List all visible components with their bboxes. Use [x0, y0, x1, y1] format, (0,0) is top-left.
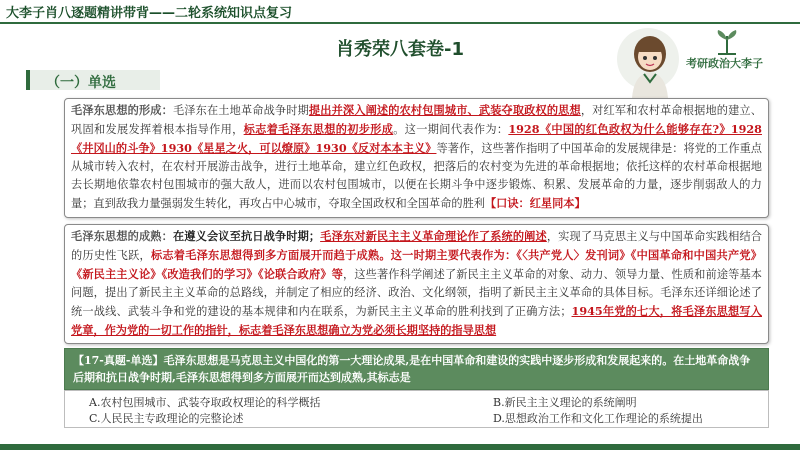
box2-period: 在遵义会议至抗日战争时期； — [172, 229, 321, 243]
option-a[interactable]: A.农村包围城市、武装夺取政权理论的科学概括 — [89, 396, 321, 409]
box1-text-1: 毛泽东在土地革命战争时期 — [172, 104, 309, 117]
header-title: 大李子肖八逐题精讲带背——二轮系统知识点复习 — [6, 6, 293, 21]
answer-options — [64, 390, 769, 428]
option-b[interactable]: B.新民主主义理论的系统阐明 — [493, 396, 637, 409]
box2-title: 毛泽东思想的成熟： — [71, 230, 173, 243]
box1-text-2: ，对红军和农村革命根据地的建立、巩固和发展发挥着根本指导作用， — [71, 104, 762, 136]
box2-highlight-1: 毛泽东对新民主主义革命理论作了系统的阐述 — [320, 229, 547, 243]
knowledge-box-maturity — [64, 224, 769, 344]
box1-text-3: 。这一期间代表作为： — [393, 123, 509, 136]
box1-highlight-2: 标志着毛泽东思想的初步形成 — [243, 122, 394, 136]
question-stem: 【17-真题-单选】毛泽东思想是马克思主义中国化的第一大理论成果,是在中国革命和建设的实践中逐步形成和发展起来的。在土地革命战争后期和抗日战争时期,毛泽东思想得到多方面展开而达到成熟,其标志是 — [64, 348, 769, 390]
box1-title: 毛泽东思想的形成： — [71, 104, 173, 117]
logo-text: 考研政治大李子 — [686, 57, 763, 70]
box2-text-2: ，这些著作科学阐述了新民主主义革命的对象、动力、领导力量、性质和前途等基本问题，提出了新民主主义革命的总路线，并制定了相应的经济、政治、文化纲领，指明了新民主主义革命的具体目标。毛泽东还详细论述了统一战线、武装斗争和党的建设的基本规律和内在联系，为新民主主义革命的胜利找到了正确方法； — [71, 268, 762, 318]
option-c[interactable]: C.人民民主专政理论的完整论述 — [89, 412, 244, 425]
box2-highlight-3: 1945年党的七大，将毛泽东思想写入党章，作为党的一切工作的指针，标志着毛泽东思想确立为党必须长期坚持的指导思想 — [71, 304, 762, 337]
leaf-icon — [712, 28, 742, 56]
section-label: （一）单选 — [46, 75, 116, 91]
box2-highlight-2: 标志着毛泽东思想得到多方面展开而趋于成熟。这一时期主要代表作为：《〈共产党人〉发刊词》《中国革命和中国共产党》《新民主主义论》《改造我们的学习》《论联合政府》等 — [71, 248, 762, 281]
top-bar — [0, 0, 800, 24]
box2-text-1: ，实现了马克思主义与中国革命实践相结合的历史性飞跃， — [71, 230, 762, 262]
box1-mnemonic: 【口诀：红星同本】 — [484, 196, 586, 210]
option-d[interactable]: D.思想政治工作和文化工作理论的系统提出 — [493, 412, 703, 425]
box1-text-4: 等著作，这些著作指明了中国革命的发展规律是：将党的工作重点从城市转入农村，在农村开展游击战争，进行土地革命，建立红色政权，把落后的农村变为先进的革命根据地；依托这样的农村革命根据地去长期地依靠农村包围城市的强大敌人，进而以农村包围城市，以便在长期斗争中逐步锻炼、积累、发展革命的力量，逐步削弱敌人的力量；直到敌我力量强弱发生转化，再攻占中心城市，夺取全国政权和全国革命的胜利 — [71, 142, 762, 210]
avatar — [620, 30, 680, 98]
box1-highlight-1: 提出并深入阐述的农村包围城市、武装夺取政权的思想 — [308, 103, 581, 117]
box1-works: 1928《中国的红色政权为什么能够存在?》1928《井冈山的斗争》1930《星星之火，可以燎原》1930《反对本本主义》 — [71, 122, 762, 155]
knowledge-box-formation — [64, 98, 769, 218]
section-heading — [26, 70, 160, 90]
footer-bar — [0, 444, 800, 450]
slide-title: 肖秀荣八套卷-1 — [336, 39, 464, 60]
